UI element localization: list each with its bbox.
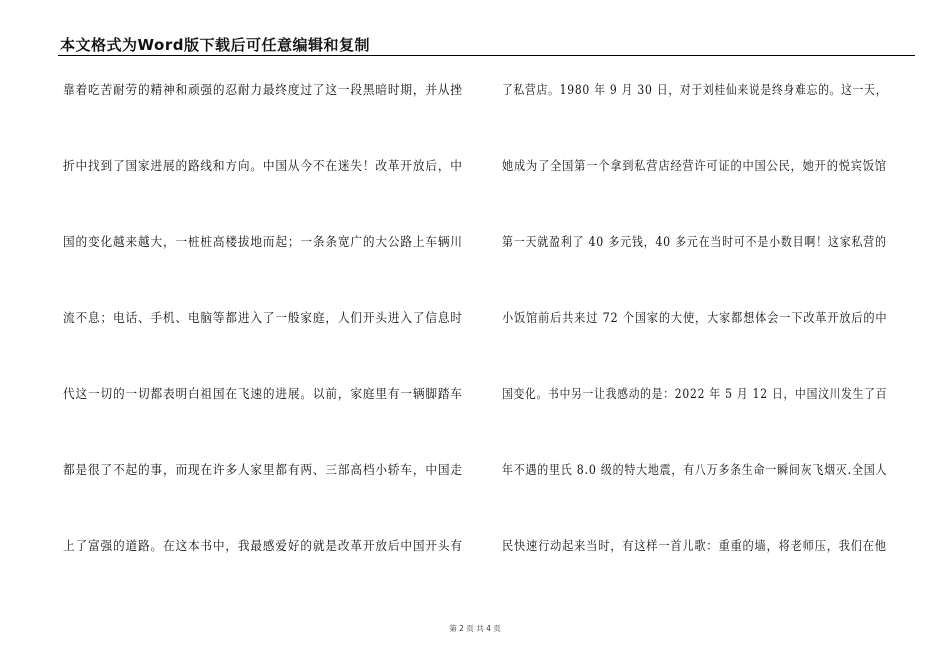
text-line: 国的变化越来越大，一桩桩高楼拔地而起；一条条宽广的大公路上车辆川 [63, 234, 463, 249]
text-line: 民快速行动起来当时，有这样一首儿歌：重重的墙，将老师压，我们在他 [502, 538, 887, 553]
text-line: 了私营店。1980 年 9 月 30 日，对于刘桂仙来说是终身难忘的。这一天， [502, 82, 888, 97]
text-line: 上了富强的道路。在这本书中，我最感爱好的就是改革开放后中国开头有 [63, 538, 463, 553]
text-line: 代这一切的一切都表明白祖国在飞速的进展。以前，家庭里有一辆脚踏车 [63, 386, 463, 401]
header-divider [58, 55, 915, 56]
text-line: 靠着吃苦耐劳的精神和顽强的忍耐力最终度过了这一段黑暗时期，并从挫 [63, 82, 463, 97]
text-line: 折中找到了国家进展的路线和方向。中国从今不在迷失！改革开放后，中 [63, 158, 463, 173]
text-line: 她成为了全国第一个拿到私营店经营许可证的中国公民，她开的悦宾饭馆 [502, 158, 887, 173]
text-line: 第一天就盈利了 40 多元钱，40 多元在当时可不是小数目啊！这家私营的 [502, 234, 887, 249]
text-line: 国变化。书中另一让我感动的是：2022 年 5 月 12 日，中国汶川发生了百 [502, 386, 888, 401]
text-line: 年不遇的里氏 8.0 级的特大地震，有八万多条生命一瞬间灰飞烟灭.全国人 [502, 462, 888, 477]
text-line: 小饭馆前后共来过 72 个国家的大使，大家都想体会一下改革开放后的中 [502, 310, 888, 325]
text-line: 流不息；电话、手机、电脑等都进入了一般家庭，人们开头进入了信息时 [63, 310, 463, 325]
document-header-title: 本文格式为Word版下载后可任意编辑和复制 [60, 36, 370, 54]
page-number-footer: 第 2 页 共 4 页 [449, 624, 501, 633]
text-line: 都是很了不起的事，而现在许多人家里都有两、三部高档小轿车，中国走 [63, 462, 463, 477]
